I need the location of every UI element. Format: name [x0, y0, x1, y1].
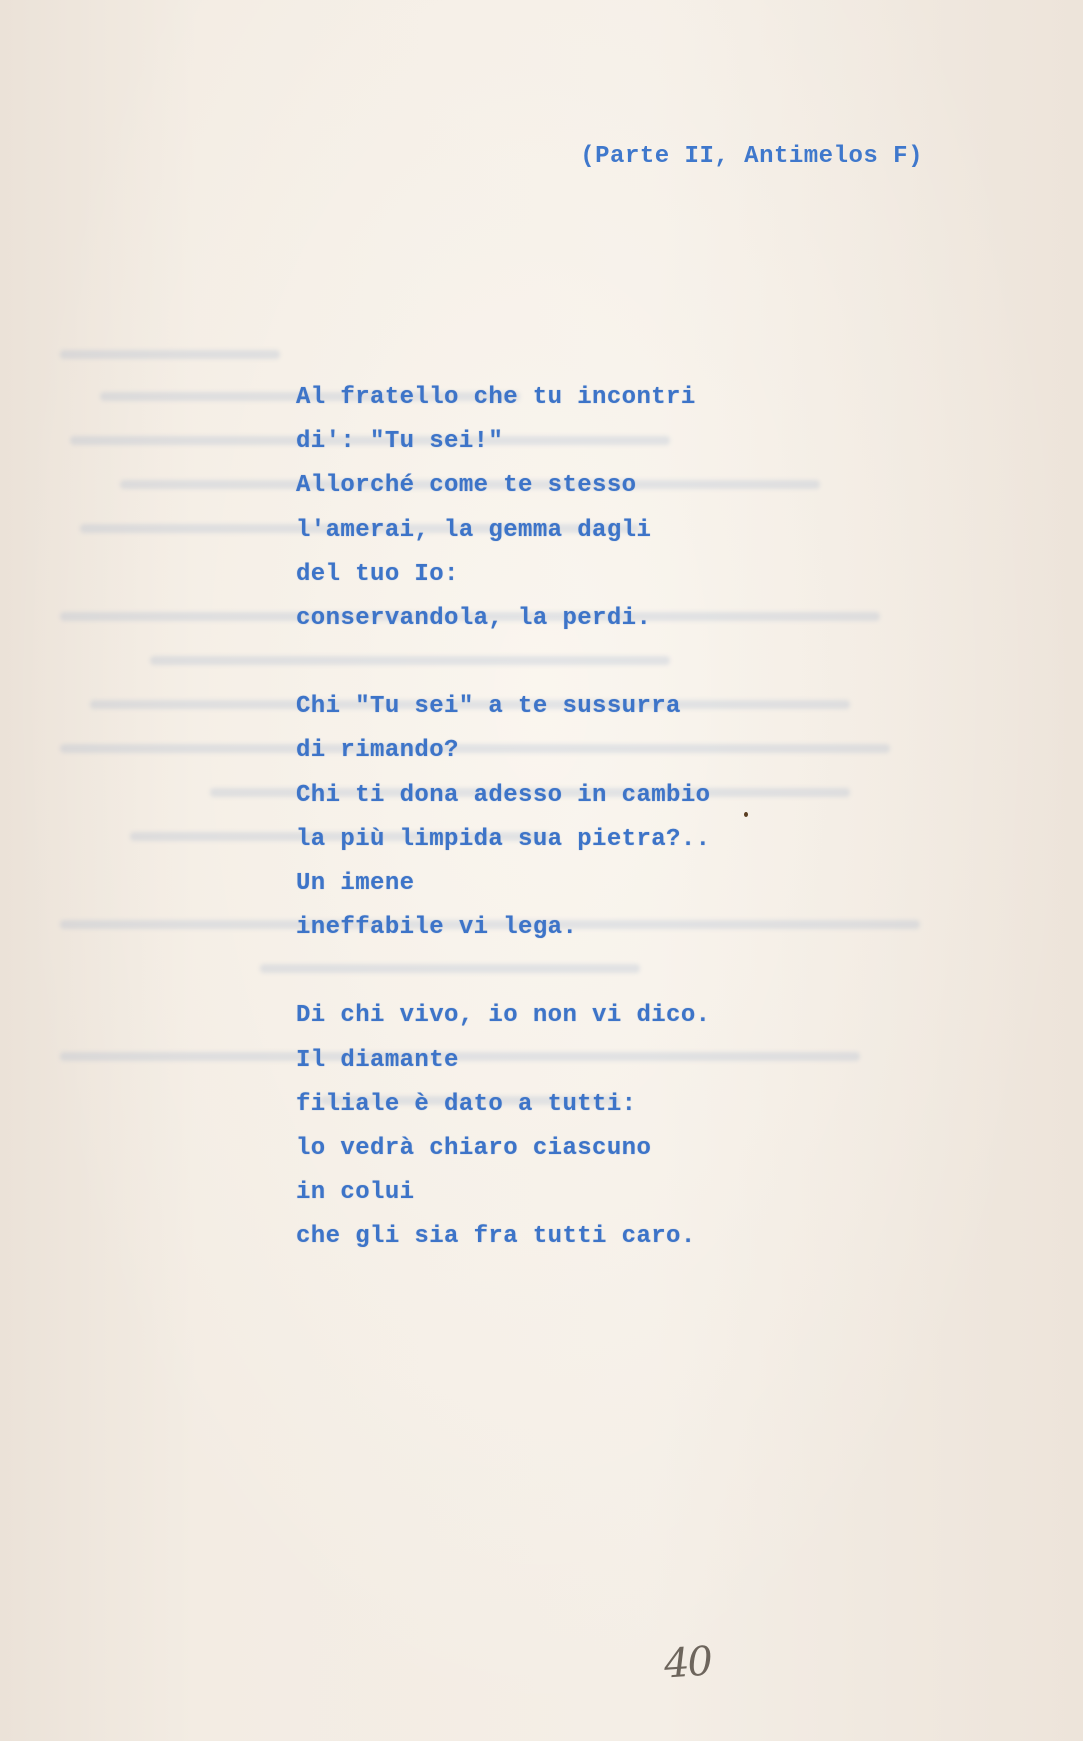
stanza-1	[296, 376, 710, 641]
poem-line: Un imene	[296, 870, 415, 898]
poem	[296, 376, 710, 1260]
poem-line: conservandola, la perdi.	[296, 605, 652, 633]
poem-line: in colui	[296, 1179, 415, 1207]
poem-line: del tuo Io:	[296, 560, 459, 588]
poem-line: di rimando?	[296, 737, 459, 765]
stanza-2	[296, 685, 710, 950]
handwritten-folio-number: 40	[662, 1638, 713, 1688]
poem-line: Chi "Tu sei" a te sussurra	[296, 693, 681, 721]
poem-line: Al fratello che tu incontri	[296, 384, 696, 411]
poem-line: ineffabile vi lega.	[296, 914, 578, 942]
poem-line: l'amerai, la gemma dagli	[296, 516, 652, 544]
stanza-3	[296, 994, 710, 1259]
poem-line: che gli sia fra tutti caro.	[296, 1223, 696, 1251]
poem-line: Allorché come te stesso	[296, 472, 637, 500]
part-reference-heading: (Parte II, Antimelos F)	[580, 143, 923, 170]
poem-line: Il diamante	[296, 1046, 459, 1074]
poem-line: la più limpida sua pietra?..	[296, 825, 711, 853]
poem-line: Di chi vivo, io non vi dico.	[296, 1002, 711, 1030]
poem-line: filiale è dato a tutti:	[296, 1090, 637, 1118]
poem-line: lo vedrà chiaro ciascuno	[296, 1135, 652, 1163]
poem-line: Chi ti dona adesso in cambio	[296, 781, 711, 809]
poem-line: di': "Tu sei!"	[296, 428, 504, 456]
ink-speck	[744, 812, 748, 817]
